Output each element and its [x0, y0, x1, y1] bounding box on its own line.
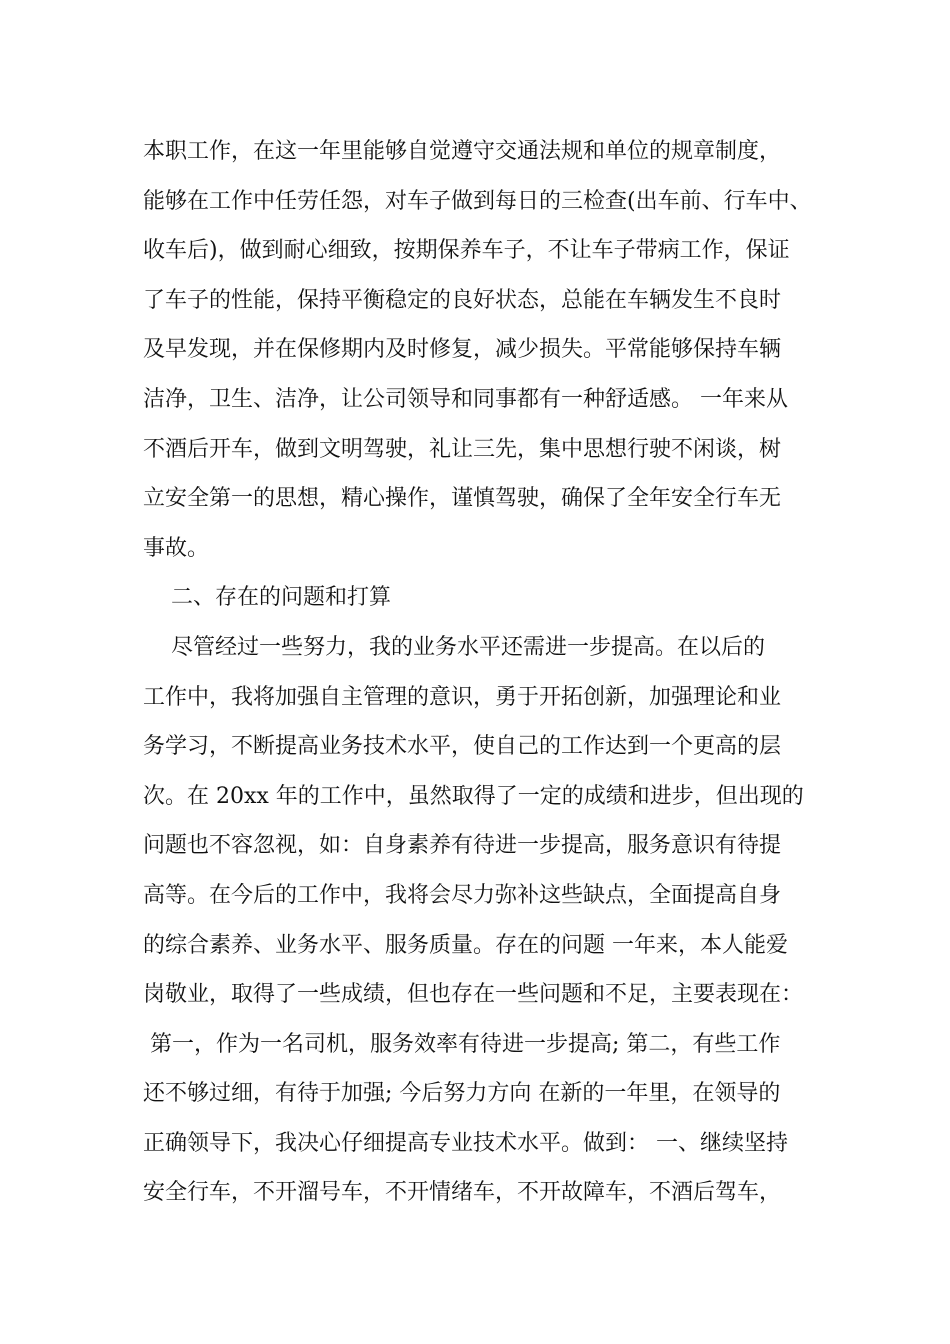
section-heading: 二、存在的问题和打算 [143, 585, 391, 611]
text-line: 岗敬业，取得了一些成绩，但也存在一些问题和不足，主要表现在： [143, 982, 804, 1008]
text-line: 正确领导下，我决心仔细提高专业技术水平。做到： 一、继续坚持 [143, 1130, 788, 1156]
text-line: 立安全第一的思想，精心操作，谨慎驾驶，确保了全年安全行车无 [143, 486, 782, 512]
text-line: 还不够过细，有待于加强; 今后努力方向 在新的一年里，在领导的 [143, 1081, 781, 1107]
text-line: 高等。在今后的工作中，我将会尽力弥补这些缺点，全面提高自身 [143, 882, 782, 908]
text-line: 工作中，我将加强自主管理的意识，勇于开拓创新，加强理论和业 [143, 684, 782, 710]
text-line: 次。在 20xx 年的工作中，虽然取得了一定的成绩和进步，但出现的 [143, 783, 804, 809]
text-line: 不酒后开车，做到文明驾驶，礼让三先，集中思想行驶不闲谈，树 [143, 436, 782, 462]
text-line: 收车后)，做到耐心细致，按期保养车子，不让车子带病工作，保证 [143, 238, 790, 264]
text-line: 本职工作，在这一年里能够自觉遵守交通法规和单位的规章制度， [143, 139, 782, 164]
text-line: 事故。 [143, 535, 210, 561]
text-line: 问题也不容忽视，如：自身素养有待进一步提高，服务意识有待提 [143, 833, 782, 859]
text-line: 了车子的性能，保持平衡稳定的良好状态，总能在车辆发生不良时 [143, 287, 782, 313]
text-line: 及早发现，并在保修期内及时修复，减少损失。平常能够保持车辆 [143, 337, 782, 363]
text-line: 第一，作为一名司机，服务效率有待进一步提高; 第二，有些工作 [143, 1031, 781, 1057]
paragraph-start: 尽管经过一些努力，我的业务水平还需进一步提高。在以后的 [143, 634, 765, 660]
body-text [143, 127, 843, 1218]
text-line: 洁净，卫生、洁净，让公司领导和同事都有一种舒适感。 一年来从 [143, 386, 788, 412]
text-line: 能够在工作中任劳任怨，对车子做到每日的三检查(出车前、行车中、 [143, 188, 812, 214]
text-line: 安全行车，不开溜号车，不开情绪车，不开故障车，不酒后驾车， [143, 1180, 782, 1206]
text-line: 的综合素养、业务水平、服务质量。存在的问题 一年来，本人能爱 [143, 932, 788, 958]
text-line: 务学习，不断提高业务技术水平，使自己的工作达到一个更高的层 [143, 734, 782, 760]
